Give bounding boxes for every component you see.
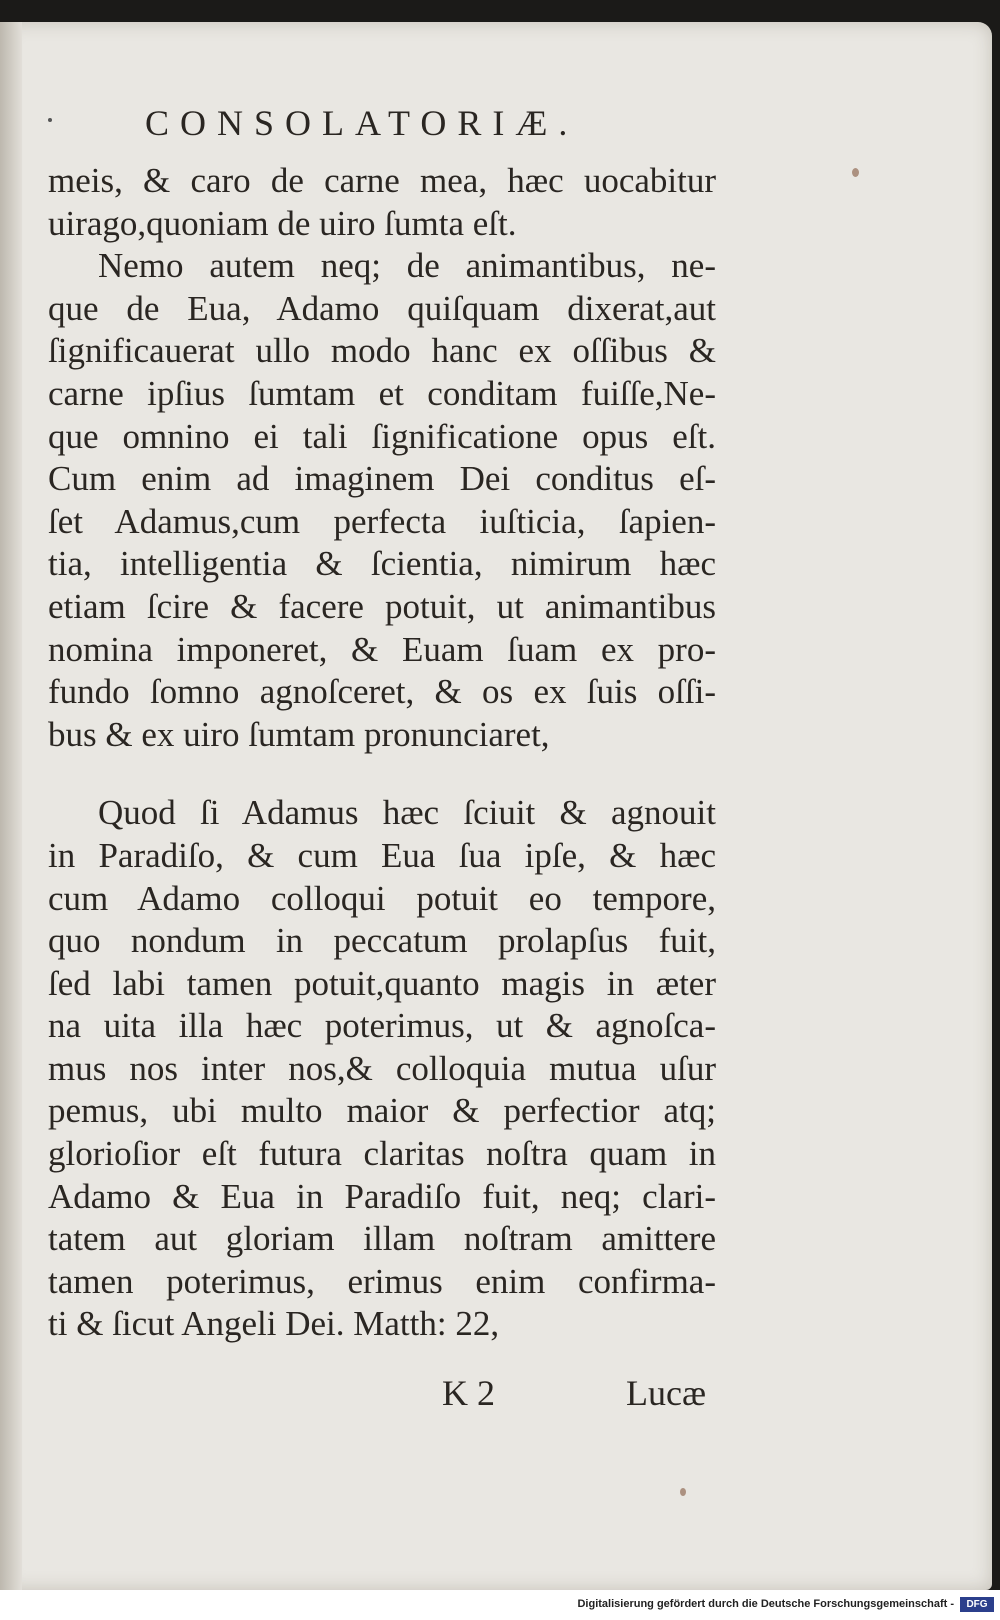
text-line: mus nos inter nos,& colloquia mutua uſur	[48, 1048, 716, 1088]
text-line: cum Adamo colloqui potuit eo tempore,	[48, 878, 716, 918]
page-binding-shadow	[0, 22, 22, 1590]
text-line: bus & ex uiro ſumtam pronunciaret,	[48, 714, 550, 754]
paragraph-gap	[48, 756, 716, 792]
text-line: que de Eua, Adamo quiſquam dixerat,aut	[48, 288, 716, 328]
signature-mark: K 2	[442, 1373, 495, 1413]
credit-text: Digitalisierung gefördert durch die Deutsche Forschungsgemeinschaft -	[577, 1598, 954, 1610]
text-line: tia, intelligentia & ſcientia, nimirum hæc	[48, 544, 716, 584]
paper-speck	[680, 1488, 686, 1496]
text-line: pemus, ubi multo maior & perfectior atq;	[48, 1091, 716, 1131]
text-line: ſignificauerat ullo modo hanc ex oſſibus &	[48, 331, 716, 371]
text-line: nomina imponeret, & Euam ſuam ex pro-	[48, 629, 716, 669]
ink-dot	[48, 118, 52, 122]
paragraph-2	[48, 245, 716, 756]
text-line: fundo ſomno agnoſceret, & os ex ſuis oſſi-	[48, 672, 716, 712]
page-body-text	[48, 160, 716, 1346]
text-line: uirago,quoniam de uiro ſumta eſt.	[48, 203, 517, 243]
text-line: ſed labi tamen potuit,quanto magis in æter	[48, 963, 716, 1003]
text-line: glorioſior eſt futura claritas noſtra quam in	[48, 1134, 716, 1174]
text-line: ſet Adamus,cum perfecta iuſticia, ſapien-	[48, 501, 716, 541]
paper-speck	[852, 168, 859, 177]
text-line: etiam ſcire & facere potuit, ut animantibus	[48, 586, 716, 626]
text-line: que omnino ei tali ſignificatione opus eſt.	[48, 416, 716, 456]
text-line: tatem aut gloriam illam noſtram amittere	[48, 1219, 716, 1259]
page-footer	[0, 1372, 1000, 1422]
text-line: quo nondum in peccatum prolapſus fuit,	[48, 921, 716, 961]
text-line: meis, & caro de carne mea, hæc uocabitur	[48, 161, 716, 200]
running-title: CONSOLATORIÆ.	[145, 103, 579, 143]
paragraph-1	[48, 160, 716, 245]
text-line: Quod ſi Adamus hæc ſciuit & agnouit	[98, 793, 716, 833]
text-line: in Paradiſo, & cum Eua ſua ipſe, & hæc	[48, 835, 716, 875]
text-line: ti & ſicut Angeli Dei. Matth: 22,	[48, 1304, 500, 1344]
text-line: na uita illa hæc poterimus, ut & agnoſca-	[48, 1006, 716, 1046]
text-line: tamen poterimus, erimus enim confirma-	[48, 1261, 716, 1301]
text-line: carne ipſius ſumtam et conditam fuiſſe,Ne-	[48, 373, 716, 413]
digitization-credit-bar	[0, 1590, 1000, 1620]
dfg-logo: DFG	[960, 1597, 994, 1612]
paragraph-3	[48, 792, 716, 1346]
text-line: Nemo autem neq; de animantibus, ne-	[98, 246, 716, 286]
catchword: Lucæ	[626, 1373, 706, 1413]
text-line: Cum enim ad imaginem Dei conditus eſ-	[48, 459, 716, 499]
text-line: Adamo & Eua in Paradiſo fuit, neq; clari-	[48, 1176, 716, 1216]
